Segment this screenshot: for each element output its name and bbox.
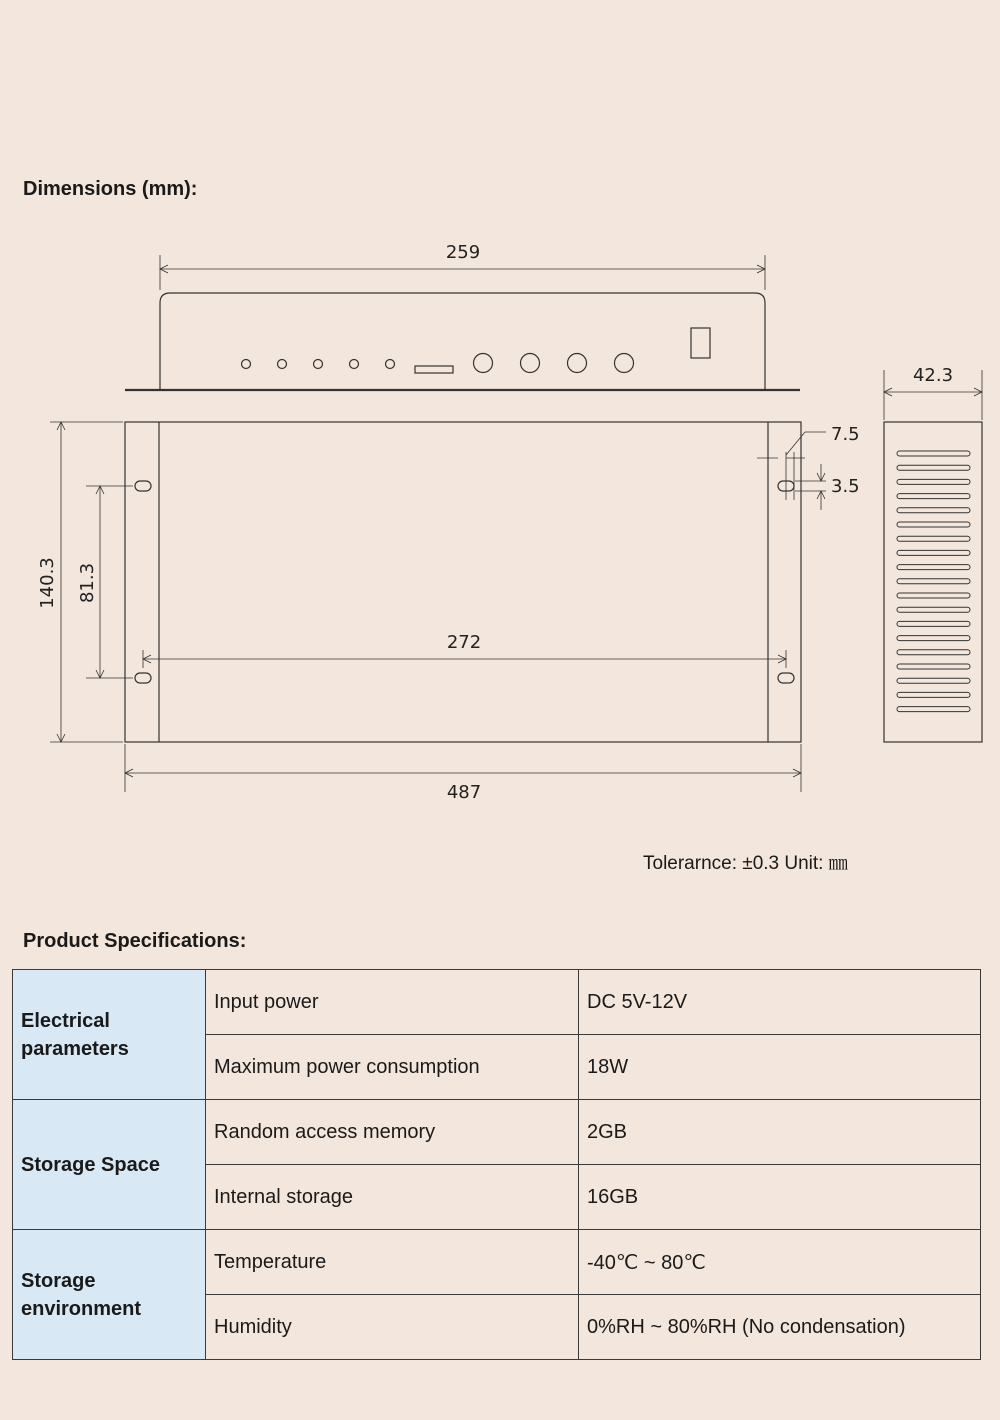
vent-slot — [897, 607, 970, 612]
mount-hole-bl — [135, 673, 151, 683]
led-2 — [278, 360, 287, 369]
plan-view-outline — [125, 422, 801, 742]
vent-slot — [897, 565, 970, 570]
mount-hole-tl — [135, 481, 151, 491]
category-cell: Storage Space — [13, 1100, 206, 1230]
power-switch — [691, 328, 710, 358]
spec-table — [12, 969, 981, 1360]
port-2 — [521, 354, 540, 373]
vent-slot — [897, 508, 970, 513]
param-cell: Temperature — [206, 1230, 579, 1295]
vent-slot — [897, 621, 970, 626]
table-row — [13, 1100, 981, 1165]
vent-slot — [897, 479, 970, 484]
table-row — [13, 970, 981, 1035]
mount-hole-br — [778, 673, 794, 683]
vent-slot — [897, 451, 970, 456]
led-4 — [350, 360, 359, 369]
vent-slot — [897, 579, 970, 584]
vent-slot — [897, 692, 970, 697]
vent-slot — [897, 636, 970, 641]
category-cell: Electrical parameters — [13, 970, 206, 1100]
value-cell: 16GB — [579, 1165, 981, 1230]
port-1 — [474, 354, 493, 373]
front-view-outline — [160, 293, 765, 390]
spec-heading: Product Specifications: — [23, 930, 247, 952]
tolerance-note: Tolerarnce: ±0.3 Unit: ㎜ — [643, 853, 848, 874]
dim-label-487: 487 — [446, 782, 482, 803]
led-1 — [242, 360, 251, 369]
dim-label-7-5: 7.5 — [831, 424, 860, 445]
led-5 — [386, 360, 395, 369]
dim-label-272: 272 — [446, 632, 482, 653]
vent-slot — [897, 707, 970, 712]
vent-slot — [897, 494, 970, 499]
vent-slot — [897, 522, 970, 527]
vent-slot — [897, 536, 970, 541]
port-4 — [615, 354, 634, 373]
vent-slots — [897, 451, 970, 712]
dim-label-3-5: 3.5 — [831, 476, 860, 497]
vent-slot — [897, 678, 970, 683]
dim-label-81: 81.3 — [77, 562, 98, 604]
dimensions-heading: Dimensions (mm): — [23, 178, 198, 200]
value-cell: 18W — [579, 1035, 981, 1100]
value-cell: 0%RH ~ 80%RH (No condensation) — [579, 1295, 981, 1360]
dim-label-140: 140.3 — [37, 557, 58, 609]
led-3 — [314, 360, 323, 369]
param-cell: Input power — [206, 970, 579, 1035]
param-cell: Maximum power consumption — [206, 1035, 579, 1100]
value-cell: -40℃ ~ 80℃ — [579, 1230, 981, 1295]
param-cell: Humidity — [206, 1295, 579, 1360]
vent-slot — [897, 550, 970, 555]
vent-slot — [897, 593, 970, 598]
port-3 — [568, 354, 587, 373]
vent-slot — [897, 465, 970, 470]
category-cell: Storage environment — [13, 1230, 206, 1360]
value-cell: 2GB — [579, 1100, 981, 1165]
dim-label-259: 259 — [445, 242, 481, 263]
dim-label-42: 42.3 — [912, 365, 954, 386]
card-slot — [415, 366, 453, 373]
vent-slot — [897, 664, 970, 669]
value-cell: DC 5V-12V — [579, 970, 981, 1035]
vent-slot — [897, 650, 970, 655]
param-cell: Random access memory — [206, 1100, 579, 1165]
param-cell: Internal storage — [206, 1165, 579, 1230]
table-row — [13, 1230, 981, 1295]
